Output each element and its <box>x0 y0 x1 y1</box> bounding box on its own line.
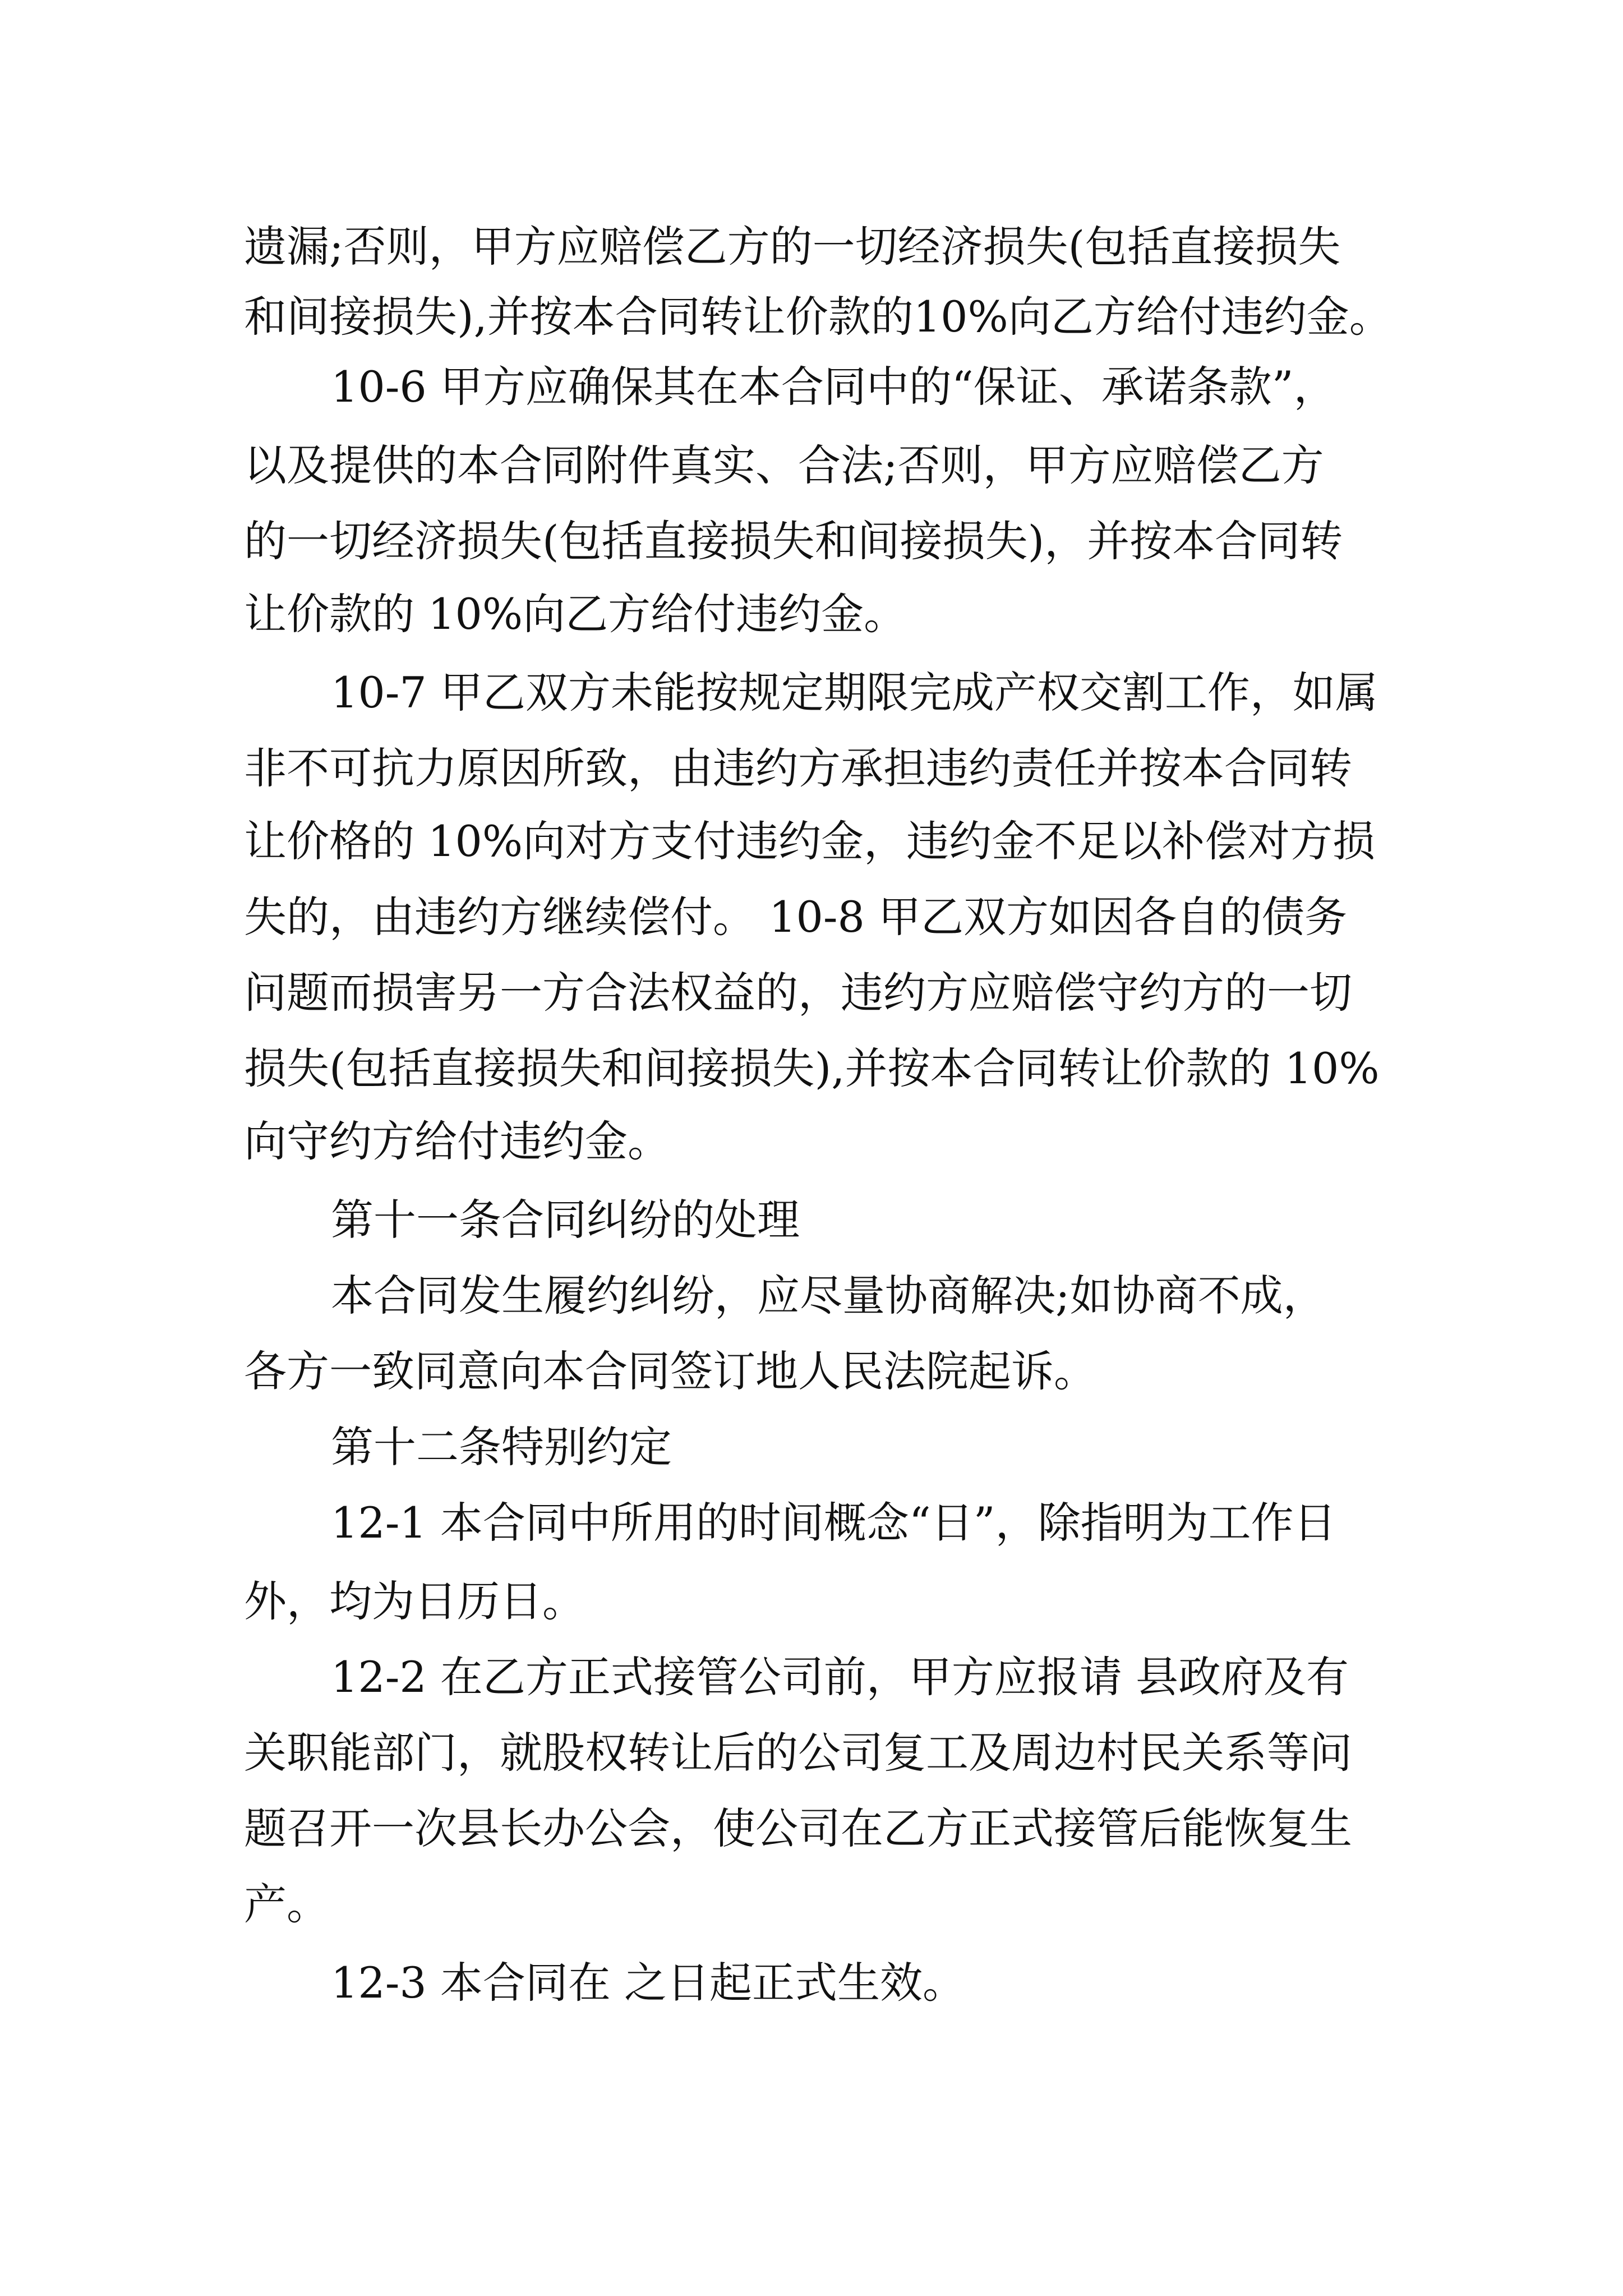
paragraph-line: 和间接损失),并按本合同转让价款的10%向乙方给付违约金。 <box>244 292 1392 342</box>
paragraph-line: 12-3 本合同在 之日起正式生效。 <box>331 1958 966 2008</box>
paragraph-line: 12-2 在乙方正式接管公司前，甲方应报请 县政府及有 <box>331 1652 1349 1702</box>
paragraph-line: 产。 <box>244 1879 329 1929</box>
paragraph-line: 向守约方给付违约金。 <box>244 1116 670 1166</box>
paragraph-line: 问题而损害另一方合法权益的，违约方应赔偿守约方的一切 <box>244 968 1352 1018</box>
paragraph-line: 非不可抗力原因所致，由违约方承担违约责任并按本合同转 <box>244 743 1352 793</box>
section-heading: 第十一条合同纠纷的处理 <box>331 1195 800 1245</box>
paragraph-line: 让价格的 10%向对方支付违约金，违约金不足以补偿对方损 <box>244 816 1376 866</box>
paragraph-line: 损失(包括直接损失和间接损失),并按本合同转让价款的 10% <box>244 1043 1380 1093</box>
paragraph-line: 题召开一次县长办公会，使公司在乙方正式接管后能恢复生 <box>244 1803 1352 1853</box>
section-heading: 第十二条特别约定 <box>331 1422 672 1472</box>
paragraph-line: 10-6 甲方应确保其在本合同中的“保证、承诺条款”， <box>331 362 1336 412</box>
paragraph-line: 遗漏;否则，甲方应赔偿乙方的一切经济损失(包括直接损失 <box>244 222 1341 272</box>
paragraph-line: 各方一致同意向本合同签订地人民法院起诉。 <box>244 1346 1096 1396</box>
paragraph-line: 10-7 甲乙双方未能按规定期限完成产权交割工作，如属 <box>331 668 1378 717</box>
paragraph-line: 以及提供的本合同附件真实、合法;否则，甲方应赔偿乙方 <box>244 440 1324 490</box>
paragraph-line: 关职能部门，就股权转让后的公司复工及周边村民关系等问 <box>244 1728 1352 1778</box>
paragraph-line: 失的，由违约方继续偿付。 10-8 甲乙双方如因各自的债务 <box>244 892 1348 942</box>
paragraph-line: 的一切经济损失(包括直接损失和间接损失)，并按本合同转 <box>244 516 1343 566</box>
paragraph-line: 外，均为日历日。 <box>244 1576 585 1626</box>
paragraph-line: 让价款的 10%向乙方给付违约金。 <box>244 589 907 639</box>
paragraph-line: 12-1 本合同中所用的时间概念“日”，除指明为工作日 <box>331 1498 1336 1548</box>
paragraph-line: 本合同发生履约纠纷，应尽量协商解决;如协商不成， <box>331 1271 1326 1320</box>
